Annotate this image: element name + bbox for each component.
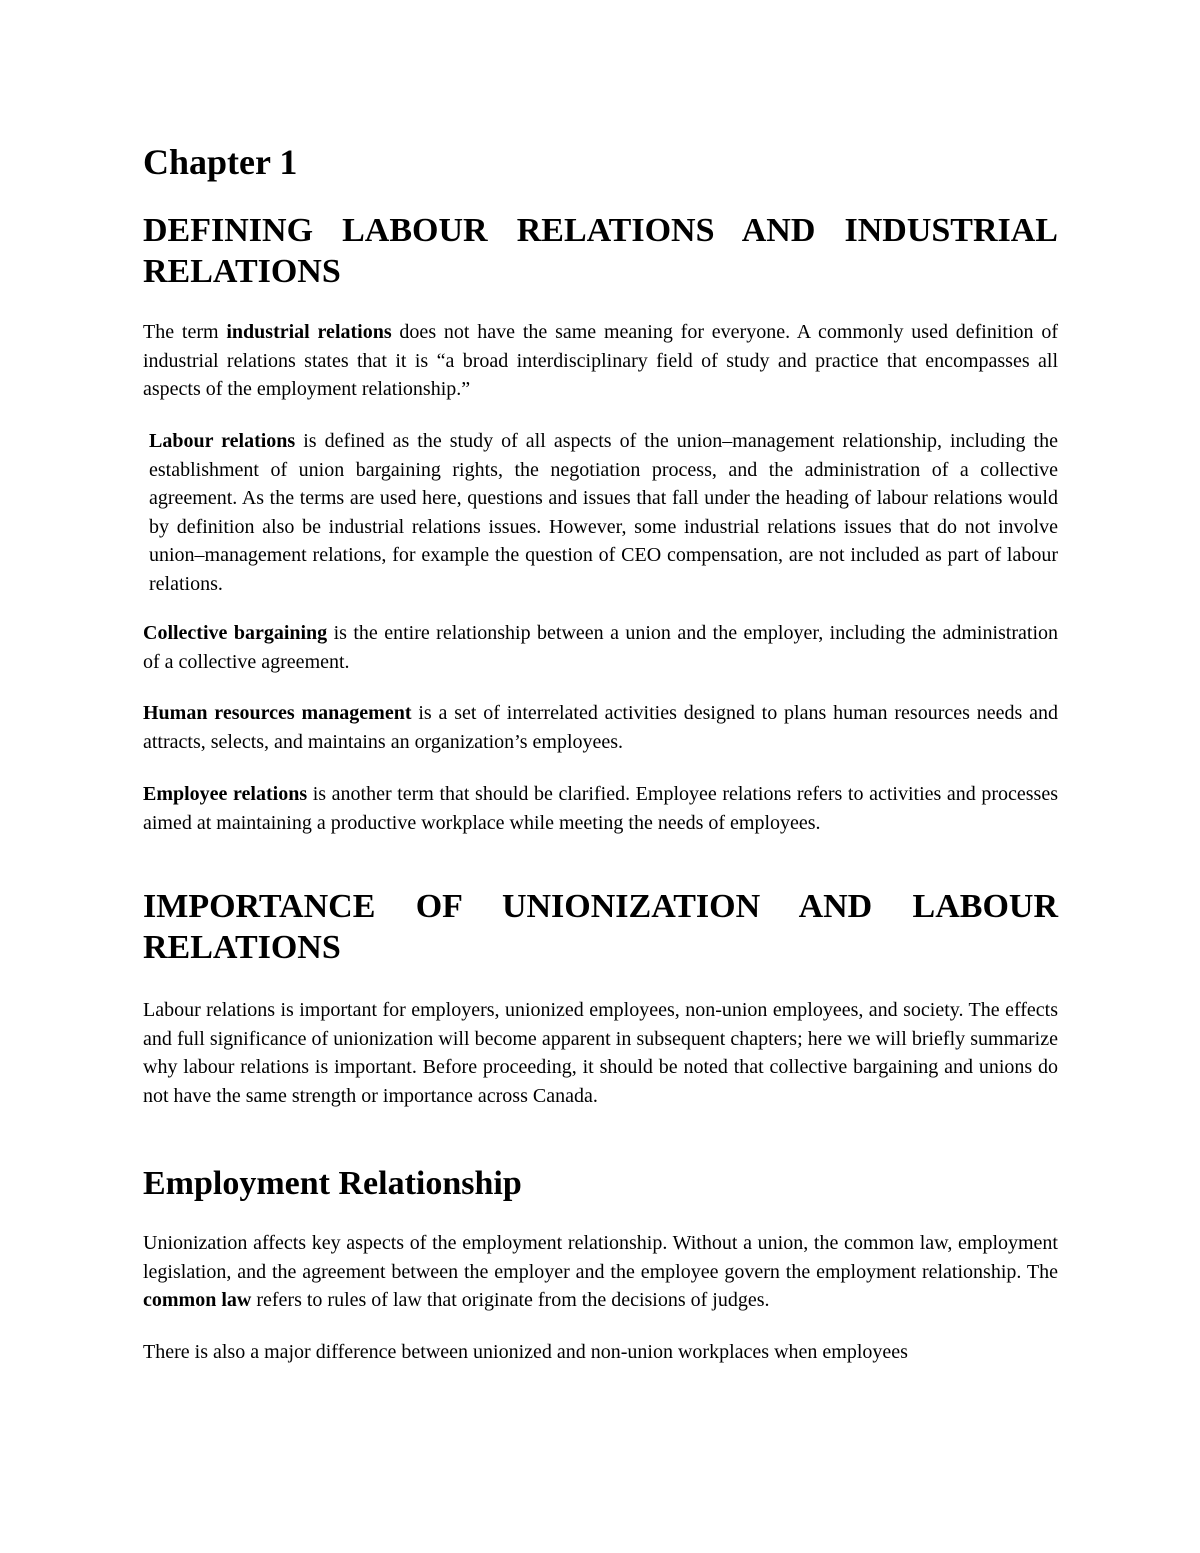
paragraph-text: The term [143,321,227,343]
paragraph-employment-relationship [143,1229,1058,1315]
term-human-resources-management: Human resources management [143,702,412,724]
paragraph-text: is defined as the study of all aspects of the union–management relationship, including the establishment of union bargaining rights, the negotiation process, and the administration of a collective agreement. As the terms are used here, questions and issues that fall under the heading of labour relations would by definition also be industrial relations issues. However, some industrial relations issues that do not involve union–management relations, for example the question of CEO compensation, are not included as part of labour relations. [149,430,1058,595]
term-industrial-relations: industrial relations [226,321,392,343]
subsection-heading-employment-relationship: Employment Relationship [143,1165,522,1202]
paragraph-text: is another term that should be clarified. Employee relations refers to activities and processes aimed at maintaining a productive workplace while meeting the needs of employees. [143,783,1058,834]
paragraph-collective-bargaining [143,619,1058,676]
term-collective-bargaining: Collective bargaining [143,622,328,644]
paragraph-text: refers to rules of law that originate from the decisions of judges. [251,1289,770,1311]
paragraph-human-resources [143,699,1058,756]
paragraph-text: does not have the same meaning for everyone. A commonly used definition of industrial relations states that it is “a broad interdisciplinary field of study and practice that encompasses all aspects of the employment relationship.” [143,321,1059,400]
paragraph-labour-relations [143,427,1058,598]
paragraph-text: is the entire relationship between a union and the employer, including the administration of a collective agreement. [143,622,1059,673]
section-heading-defining: DEFINING LABOUR RELATIONS AND INDUSTRIAL RELATIONS [143,212,1058,290]
paragraph-employee-relations [143,780,1058,837]
paragraph-major-difference: There is also a major difference between unionized and non-union workplaces when employees [143,1341,908,1363]
chapter-title: Chapter 1 [143,142,298,182]
section-heading-importance: IMPORTANCE OF UNIONIZATION AND LABOUR RELATIONS [143,888,1058,966]
term-labour-relations: Labour relations [149,430,296,452]
term-common-law: common law [143,1289,252,1311]
paragraph-text: Unionization affects key aspects of the employment relationship. Without a union, the common law, employment legislation, and the agreement between the employer and the employee govern the employment relationship. The [143,1232,1058,1283]
paragraph-industrial-relations [143,318,1058,404]
term-employee-relations: Employee relations [143,783,308,805]
paragraph-importance: Labour relations is important for employers, unionized employees, non-union employees, and society. The effects and full significance of unionization will become apparent in subsequent chapters; here we will briefly summarize why labour relations is important. Before proceeding, it should be noted that collective bargaining and unions do not have the same strength or importance across Canada. [143,999,1058,1107]
paragraph-text: is a set of interrelated activities designed to plans human resources needs and attracts, selects, and maintains an organization’s employees. [143,702,1059,753]
